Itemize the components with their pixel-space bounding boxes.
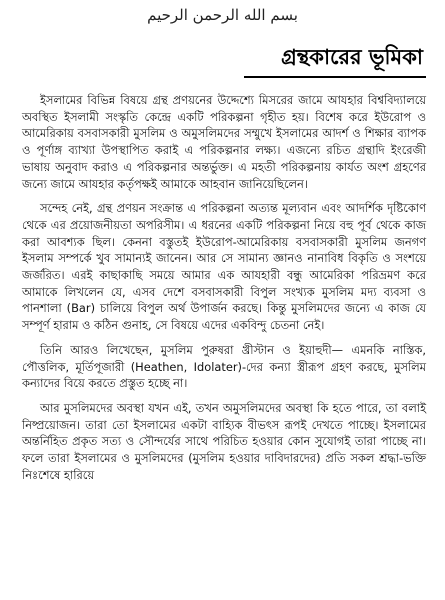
paragraph-1: ইসলামের বিভিন্ন বিষয়ে গ্রন্থ প্রণয়নের উদ্দেশ্যে মিসরের জামে আযহার বিশ্ববিদ্যালয়ে অবস্থিত ইসলামী সংস্কৃতি কেন্দ্রে একটি পরিকল্পনা গৃহীত হয়। বিশেষ করে ইউরোপ ও আমেরিকায় বসবাসকারী মুসলিম ও অমুসলিমদের সম্মুখে ইসলামের আদর্শ ও শিক্ষার ব্যাপক ও পূর্ণাঙ্গ ব্যাখ্যা উপস্থাপিত করাই এ পরিকল্পনার লক্ষ্য। এজন্যে রচিত গ্রন্থাদি ইংরেজী ভাষায় অনুবাদ করাও এ পরিকল্পনার অন্তর্ভুক্ত। এ মহতী পরিকল্পনায় কার্যত অংশ গ্রহণের জন্যে জামে আযহার কর্তৃপক্ষই আমাকে আহবান জানিয়েছিলেন। [22, 93, 426, 191]
page-title: গ্রন্থকারের ভূমিকা [281, 45, 423, 69]
paragraph-3: তিনি আরও লিখেছেন, মুসলিম পুরুষরা খ্রীস্টান ও ইয়াহুদী— এমনকি নাস্তিক, পৌত্তলিক, মূর্তিপূজারী (Heathen, Idolater)-দের কন্যা স্ত্রীরূপ গ্রহণ করছে, মুসলিম কন্যাদের বিয়ে করতে প্রস্তুত হচ্ছে না। [22, 342, 426, 391]
title-block [281, 44, 423, 70]
body-text [22, 92, 426, 491]
paragraph-4: আর মুসলিমদের অবস্থা যখন এই, তখন অমুসলিমদের অবস্থা কি হতে পারে, তা বলাই নিষ্প্রয়োজন। তারা তো ইসলামের একটা বাহ্যিক বীভৎস রূপই দেখতে পাচ্ছে। ইসলামের অন্তর্নিহিত প্রকৃত সত্য ও সৌন্দর্যের সাথে পরিচিত হওয়ার কোন সুযোগই তারা পাচ্ছে না। ফলে তারা ইসলামের ও মুসলিমদের (মুসলিম হওয়ার দাবিদারদের) প্রতি সকল শ্রদ্ধা-ভক্তি নিঃশেষে হারিয়ে [22, 400, 426, 482]
title-underline [244, 76, 426, 78]
bismillah-calligraphy: بسم الله الرحمن الرحيم [147, 6, 298, 24]
paragraph-2: সন্দেহ নেই, গ্রন্থ প্রণয়ন সংক্রান্ত এ পরিকল্পনা অত্যন্ত মূল্যবান এবং আদর্শিক দৃষ্টিকোণ থেকে এর প্রয়োজনীয়তা অপরিসীম। এ ধরনের একটি পরিকল্পনা নিয়ে বহু পূর্ব থেকে কাজ করা আবশ্যক ছিল। কেননা বস্তুতই ইউরোপ-আমেরিকায় বসবাসকারী মুসলিম জনগণ ইসলাম সম্পর্কে খুব সামান্যই জানেন। আর সে সামান্য জ্ঞানও নানাবিধ বিকৃতি ও সংশয়ে জর্জরিত। এরই কাছাকাছি সময়ে আমার এক আযহারী বন্ধু আমেরিকা পরিভ্রমণ করে আমাকে লিখলেন যে, এসব দেশে বসবাসকারী বিপুল সংখ্যক মুসলিম মদ্য ব্যবসা ও পানশালা (Bar) চালিয়ে বিপুল অর্থ উপার্জন করছে। কিন্তু মুসলিমদের জন্যে এ কাজ যে সম্পূর্ণ হারাম ও কঠিন গুনাহ, সে বিষয়ে এদের একবিন্দু চেতনা নেই। [22, 201, 426, 333]
